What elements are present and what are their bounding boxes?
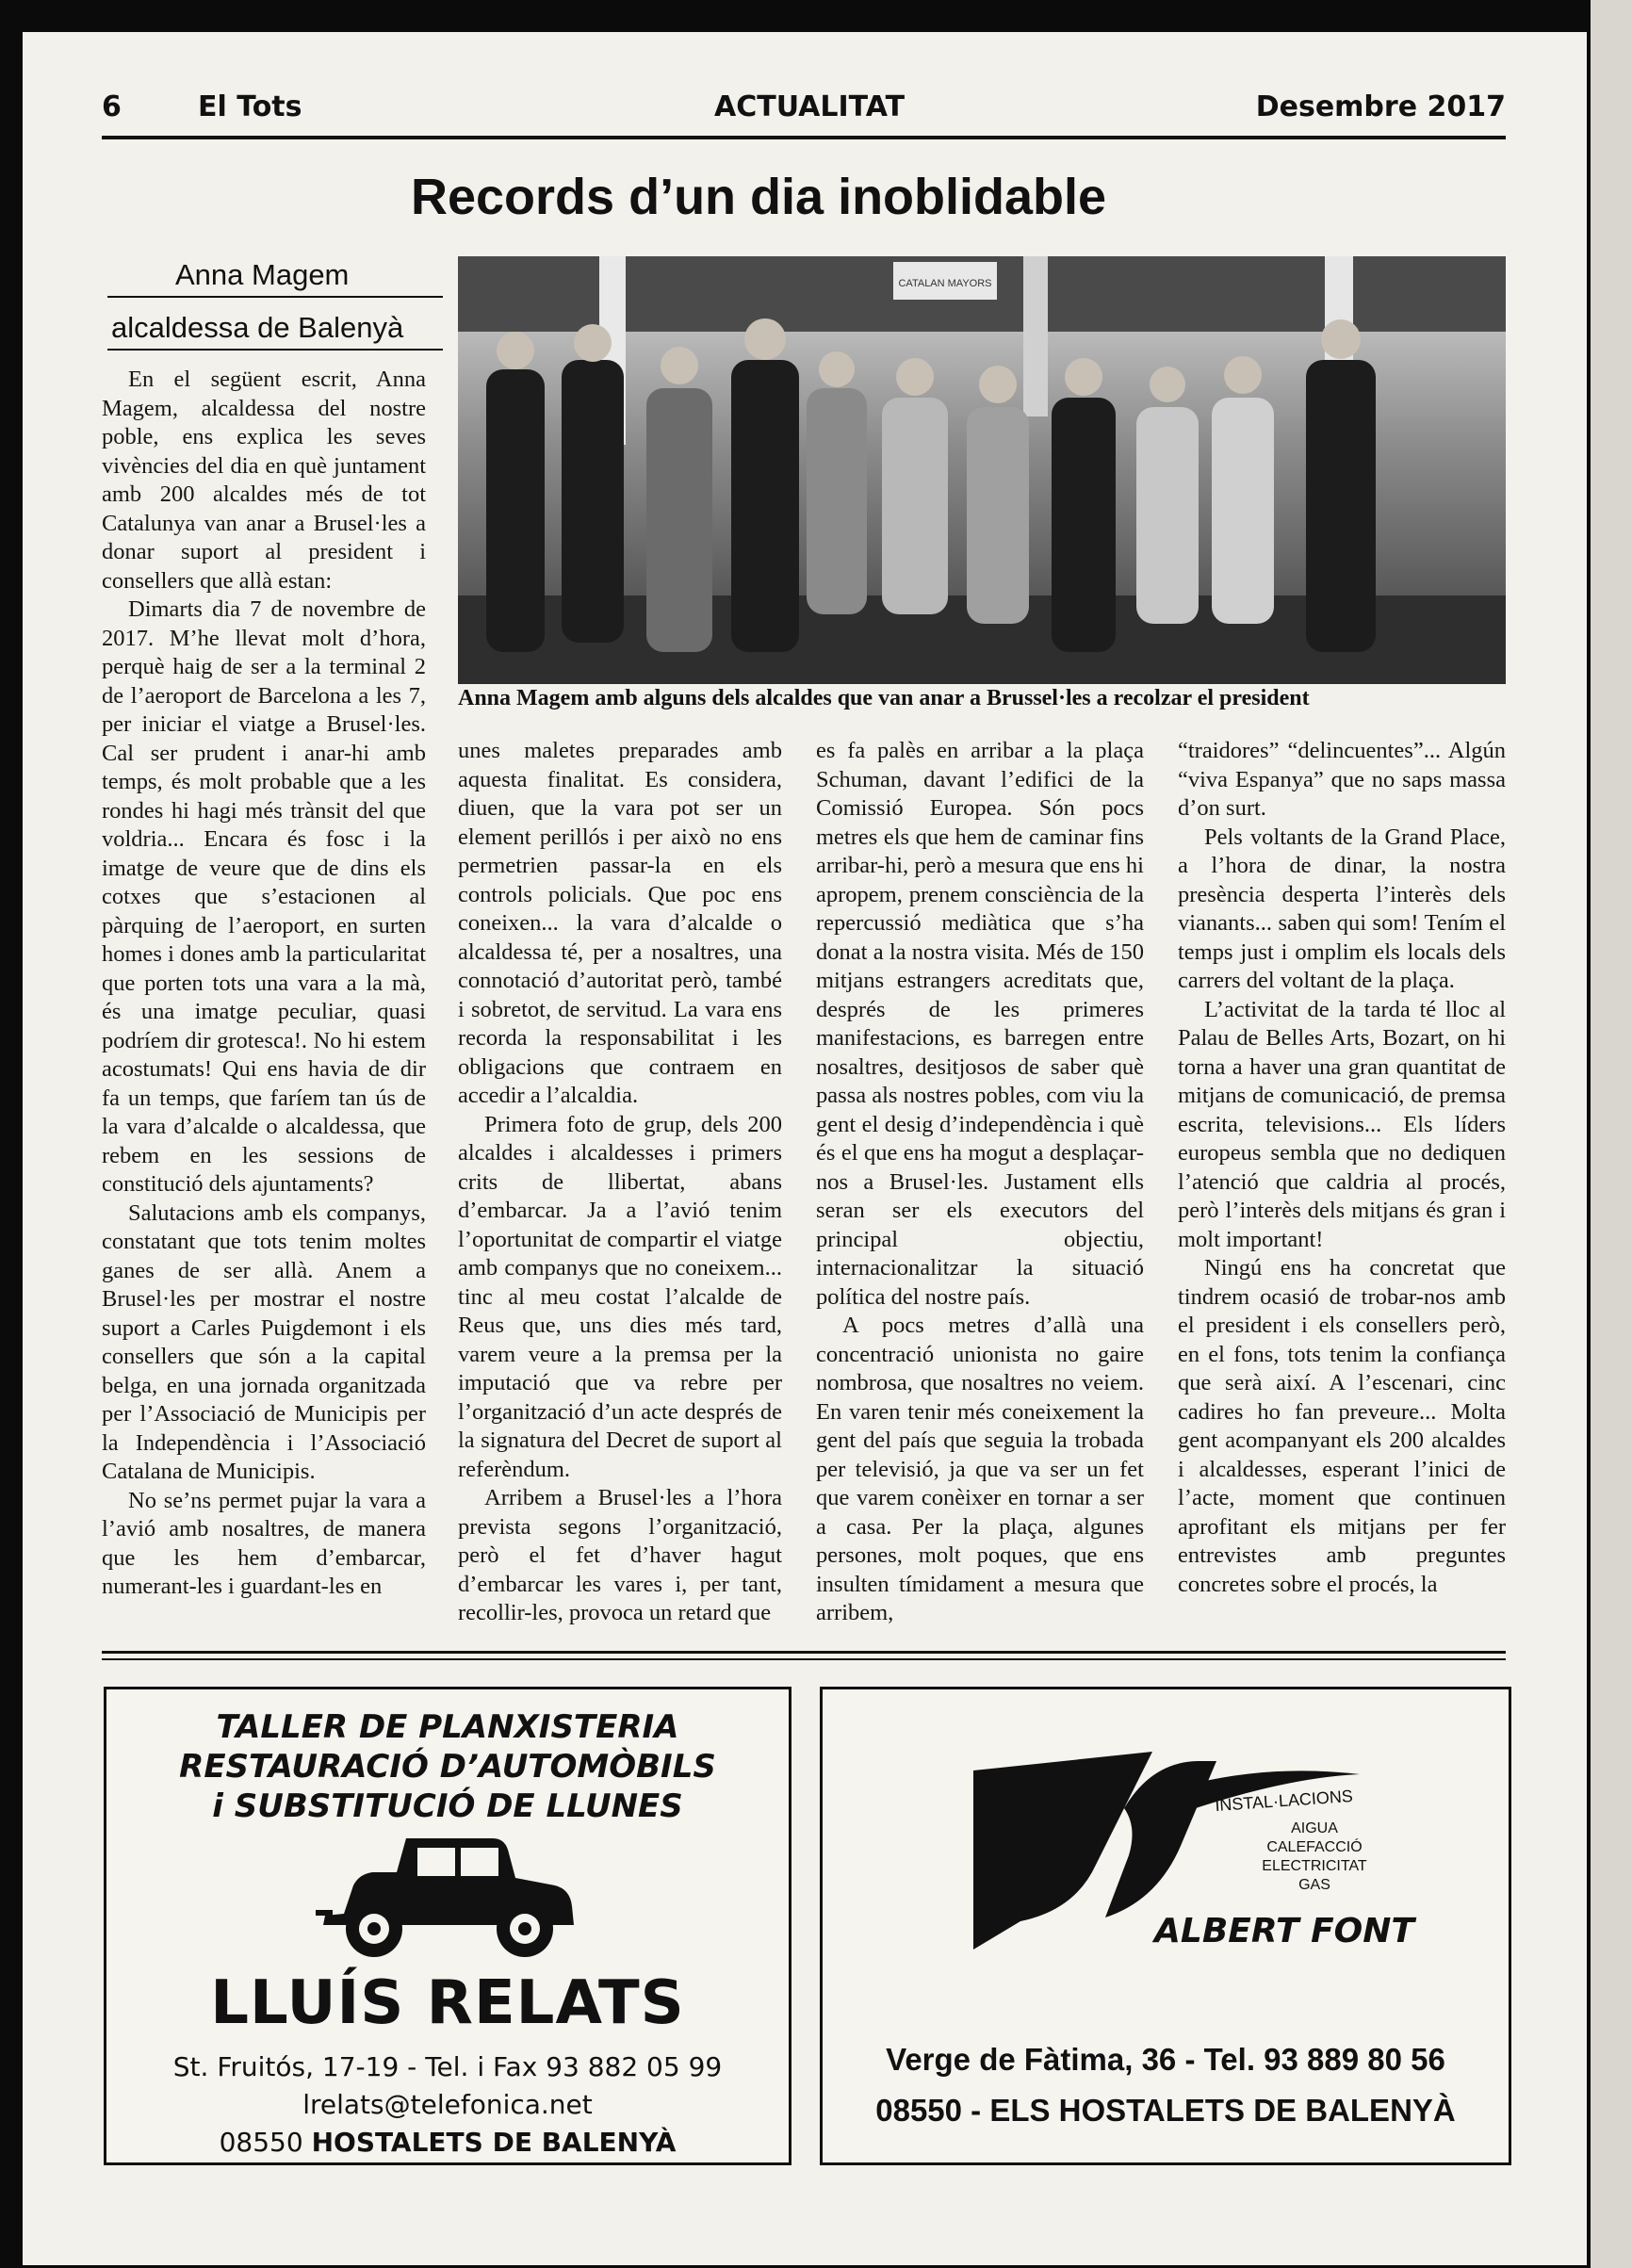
ad-right-address: Verge de Fàtima, 36 - Tel. 93 889 80 56	[886, 2042, 1445, 2077]
author-name: Anna Magem	[175, 258, 350, 291]
group-photo	[458, 256, 1506, 684]
page-header	[102, 90, 1506, 134]
af-business-name: ALBERT FONT	[1154, 1912, 1414, 1950]
af-service-4: GAS	[1298, 1877, 1330, 1893]
ad-lluis-relats	[104, 1687, 792, 2165]
next-page-edge	[1591, 0, 1632, 2268]
ad-left-town: HOSTALETS DE BALENYÀ	[311, 2127, 677, 2158]
photo-banner-text: CATALAN MAYORS	[898, 278, 992, 289]
article-paragraph: A pocs metres d’allà una concentració unionista no gaire nombrosa, que nosaltres no veiem. En varen tenir més coneixement la gent del país que seguia la trobada per televisió, ja que va ser un fet que varem conèixer en tornar a ser a casa. Per la plaça, algunes persones, molt poques, que ens insulten tímidament a mesura que arribem,	[816, 1313, 1144, 1625]
photo-caption: Anna Magem amb alguns dels alcaldes que van anar a Brussel·les a recolzar el president	[458, 686, 1310, 710]
ad-left-line-2: RESTAURACIÓ D’AUTOMÒBILS	[179, 1748, 716, 1786]
ads-rule-top	[102, 1651, 1506, 1654]
article-paragraph: Dimarts dia 7 de novembre de 2017. M’he llevat molt d’hora, perquè haig de ser a la terminal 2 de l’aeroport de Barcelona a les 7, per iniciar el viatge a Brusel·les. Cal ser prudent i anar-hi amb temps, és molt probable que a les rondes hi hagi més trànsit del que voldria... Encara és fosc i la imatge de veure que de dins els cotxes que s’estacionen al pàrquing de l’aeroport, en surten homes i dones amb la particularitat que porten tots una vara a la mà, és una imatge peculiar, quasi podríem dir grotesca!. No hi estem acostumats! Qui ens havia de dir fa un temps, que faríem tan ús de la vara d’alcalde o alcaldessa, que rebem en les sessions de constitució dels ajuntaments?	[102, 596, 426, 1197]
ad-left-postcode: 08550	[219, 2127, 303, 2158]
article-paragraph: Pels voltants de la Grand Place, a l’hora de dinar, la nostra presència desperta l’interès dels vianants... saben qui som! Tením el temps just i omplim els locals dels carrers del voltant de la plaça.	[1178, 824, 1506, 993]
section-name: ACTUALITAT	[714, 90, 906, 123]
ad-left-line-1: TALLER DE PLANXISTERIA	[216, 1708, 679, 1746]
article-column-1	[102, 366, 426, 1602]
af-service-1: AIGUA	[1291, 1820, 1338, 1836]
article-paragraph: Ningú ens ha concretat que tindrem ocasió de trobar-nos amb el president i els consellers però, en el fons, tots tenim la confiança que serà així. A l’escenari, cinc cadires ho fan preveure... Molta gent acompanyant els 200 alcaldes i alcaldesses, esperant l’inici de l’acte, moment que continuen aprofitant els mitjans per fer entrevistes amb preguntes concretes sobre el procés, la	[1178, 1255, 1506, 1597]
issue-date: Desembre 2017	[1255, 90, 1506, 123]
article-paragraph: unes maletes preparades amb aquesta finalitat. Es considera, diuen, que la vara pot ser un element perillós i per això no ens permetrien passar-la en els controls policials. Que poc ens coneixen... la vara d’alcalde o alcaldessa té, per a nosaltres, una connotació d’autoritat però, també i sobretot, de servitud. La vara ens recorda la responsabilitat i les obligacions que contraem en accedir a l’alcaldia.	[458, 738, 782, 1108]
article-column-4	[1178, 737, 1506, 1599]
article-paragraph: “traidores” “delincuentes”... Algún “viva Espanya” que no saps massa d’on surt.	[1178, 738, 1506, 821]
ad-left-business-name: LLUÍS RELATS	[210, 1968, 685, 2038]
af-logo-icon	[964, 1733, 1414, 1968]
ad-albert-font	[820, 1687, 1511, 2165]
article-paragraph: Arribem a Brusel·les a l’hora prevista segons l’organització, però el fet d’haver hagut d’embarcar les vares i, per tant, recollir-les, provoca un retard que	[458, 1485, 782, 1625]
ads-rule-bottom	[102, 1658, 1506, 1660]
article-paragraph: L’activitat de la tarda té lloc al Palau de Belles Arts, Bozart, on hi torna a haver una gran quantitat de mitjans de comunicació, de premsa escrita, televisions... Els líders europeus sembla que no dediquen l’atenció que caldria al procés, però l’interès dels mitjans és gran i molt important!	[1178, 996, 1506, 1252]
article-title: Records d’un dia inoblidable	[411, 169, 1107, 225]
ad-left-email: lrelats@telefonica.net	[302, 2089, 593, 2120]
af-logo-top-text: INSTAL·LACIONS	[1214, 1786, 1354, 1816]
group-photo-illustration	[458, 256, 1506, 684]
publication-name: El Tots	[198, 90, 302, 123]
article-paragraph: No se’ns permet pujar la vara a l’avió amb nosaltres, de manera que les hem d’embarcar, numerant-les i guardant-les en	[102, 1487, 426, 1599]
article-paragraph: es fa palès en arribar a la plaça Schuman, davant l’edifici de la Comissió Europea. Són pocs metres els que hem de caminar fins arribar-hi, però a mesura que ens hi apropem, prenem consciència de la repercussió mediàtica que s’ha donat a la nostra visita. Més de 150 mitjans estrangers acreditats que, després de les primeres manifestacions, es barregen entre nosaltres, desitjosos de saber què passa als nostres pobles, com viu la gent el desig d’independència i què és el que ens ha mogut a desplaçar-nos a Brusel·les. Justament ells seran ser els executors del principal objectiu, internacionalitzar la situació política del nostre país.	[816, 738, 1144, 1310]
article-paragraph: Primera foto de grup, dels 200 alcaldes i alcaldesses i primers crits de llibertat, abans d’embarcar. Ja a l’avió tenim l’oportunitat de compartir el viatge amb companys que no coneixem... tinc al meu costat l’alcalde de Reus que, uns dies més tard, varem veure a la premsa per la imputació que va rebre per l’organització d’un acte després de la signatura del Decret de suport al referèndum.	[458, 1111, 782, 1482]
header-rule	[102, 136, 1506, 139]
article-paragraph: En el següent escrit, Anna Magem, alcaldessa del nostre poble, ens explica les seves vivències del dia en què juntament amb 200 alcaldes més de tot Catalunya van anar a Brusel·les a donar suport al president i consellers que allà estan:	[102, 367, 426, 594]
byline-rule-bottom	[107, 349, 443, 351]
af-service-3: ELECTRICITAT	[1262, 1858, 1367, 1874]
ad-right-town: 08550 - ELS HOSTALETS DE BALENYÀ	[875, 2093, 1456, 2128]
ad-left-address: St. Fruitós, 17-19 - Tel. i Fax 93 882 05 99	[172, 2051, 723, 2082]
article-column-3	[816, 737, 1144, 1628]
author-role: alcaldessa de Balenyà	[111, 311, 404, 344]
ad-left-line-3: i SUBSTITUCIÓ DE LLUNES	[212, 1787, 683, 1825]
article-paragraph: Salutacions amb els companys, constatant que tots tenim moltes ganes de ser allà. Anem a Brusel·les per mostrar el nostre suport a Carles Puigdemont i els consellers que són a la capital belga, en una jornada organitzada per l’Associació de Municipis per la Independència i l’Associació Catalana de Municipis.	[102, 1199, 426, 1484]
af-service-2: CALEFACCIÓ	[1266, 1839, 1363, 1855]
vintage-car-icon	[316, 1831, 579, 1963]
page-number: 6	[102, 90, 122, 123]
byline-rule-top	[107, 296, 443, 298]
ad-left-town-line	[106, 2127, 789, 2158]
article-column-2	[458, 737, 782, 1628]
